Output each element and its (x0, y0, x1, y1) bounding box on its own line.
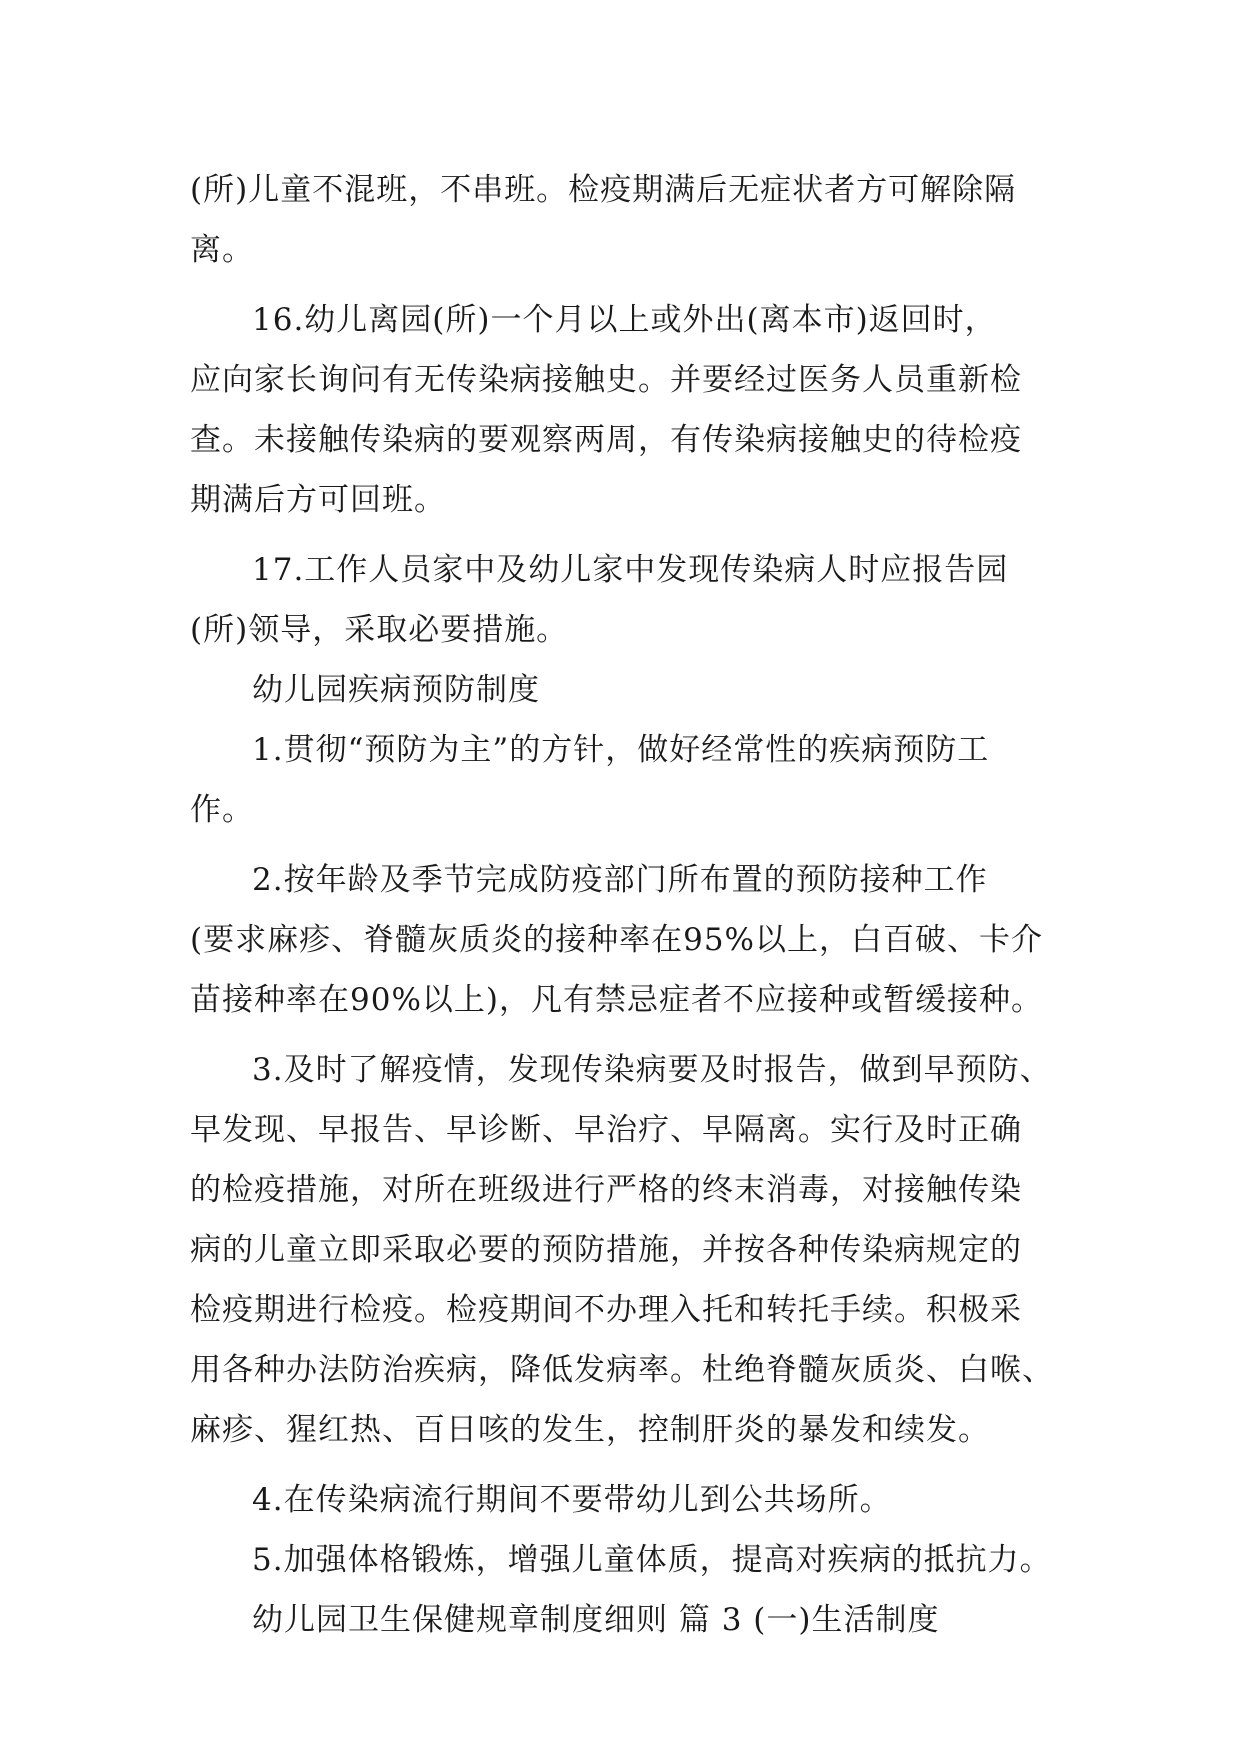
text-line: 检疫期进行检疫。检疫期间不办理入托和转托手续。积极采 (190, 1292, 1022, 1328)
text-line: 应向家长询问有无传染病接触史。并要经过医务人员重新检 (190, 362, 1022, 398)
text-line: 早发现、早报告、早诊断、早治疗、早隔离。实行及时正确 (190, 1112, 1022, 1148)
text-line: 1.贯彻“预防为主”的方针，做好经常性的疾病预防工 (252, 732, 990, 768)
text-line: 病的儿童立即采取必要的预防措施，并按各种传染病规定的 (190, 1232, 1022, 1268)
section-heading: 幼儿园卫生保健规章制度细则 篇 3 (一)生活制度 (252, 1602, 940, 1638)
text-line: (所)领导，采取必要措施。 (190, 612, 569, 648)
text-line: 4.在传染病流行期间不要带幼儿到公共场所。 (252, 1482, 892, 1518)
text-line: 麻疹、猩红热、百日咳的发生，控制肝炎的暴发和续发。 (190, 1412, 990, 1448)
text-line: 的检疫措施，对所在班级进行严格的终末消毒，对接触传染 (190, 1172, 1022, 1208)
text-line: 苗接种率在90%以上)，凡有禁忌症者不应接种或暂缓接种。 (190, 982, 1043, 1018)
text-line: 5.加强体格锻炼，增强儿童体质，提高对疾病的抵抗力。 (252, 1542, 1052, 1578)
text-line: 16.幼儿离园(所)一个月以上或外出(离本市)返回时， (252, 302, 997, 338)
section-heading: 幼儿园疾病预防制度 (252, 672, 540, 708)
document-body (190, 160, 1060, 1650)
text-line: (所)儿童不混班，不串班。检疫期满后无症状者方可解除隔 (190, 172, 1017, 208)
text-line: 期满后方可回班。 (190, 482, 446, 518)
text-line: 3.及时了解疫情，发现传染病要及时报告，做到早预防、 (252, 1052, 1052, 1088)
text-line: 用各种办法防治疾病，降低发病率。杜绝脊髓灰质炎、白喉、 (190, 1352, 1054, 1388)
text-line: 查。未接触传染病的要观察两周，有传染病接触史的待检疫 (190, 422, 1022, 458)
text-line: 17.工作人员家中及幼儿家中发现传染病人时应报告园 (252, 552, 1009, 588)
text-line: 离。 (190, 232, 254, 268)
text-line: 2.按年龄及季节完成防疫部门所布置的预防接种工作 (252, 862, 988, 898)
text-line: (要求麻疹、脊髓灰质炎的接种率在95%以上，白百破、卡介 (190, 922, 1043, 958)
text-line: 作。 (190, 792, 254, 828)
